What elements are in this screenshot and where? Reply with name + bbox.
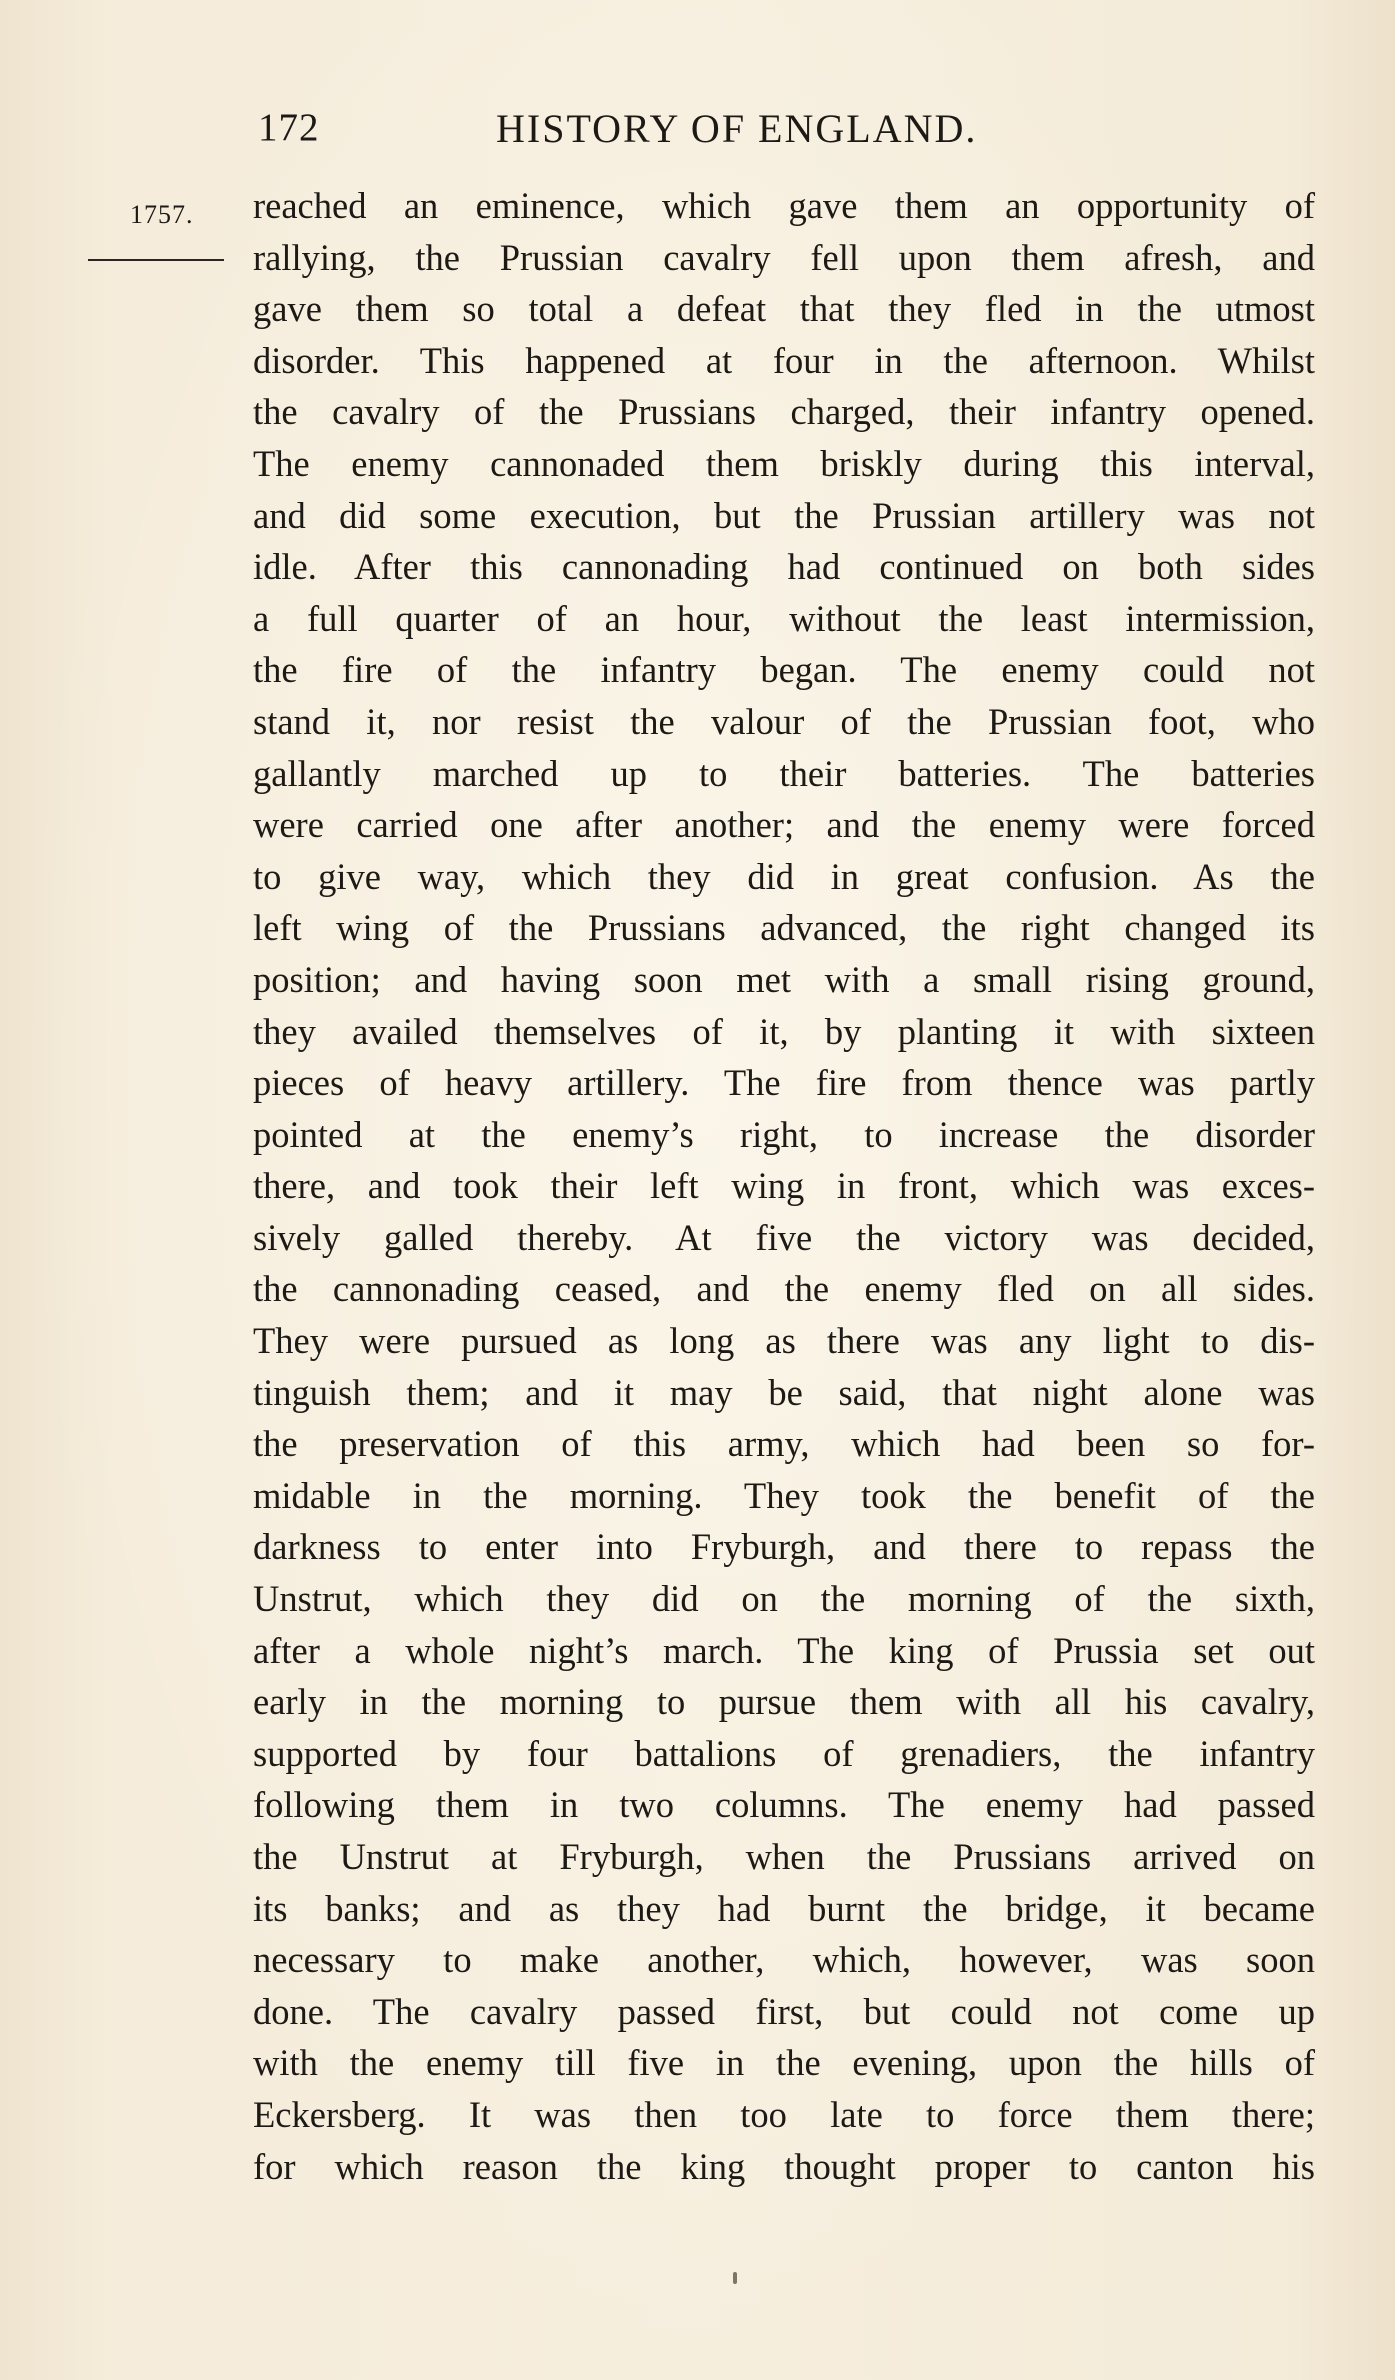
text-line-content: pointed at the enemy’s right, to increase the disorder xyxy=(253,1113,1315,1155)
text-line xyxy=(253,1676,1315,1728)
text-line xyxy=(253,2037,1315,2089)
text-line xyxy=(253,799,1315,851)
body-text xyxy=(253,180,1315,2192)
text-line-content: for which reason the king thought proper to canton his xyxy=(253,2145,1315,2187)
text-line xyxy=(253,1367,1315,1419)
text-line-content: the Unstrut at Fryburgh, when the Prussians arrived on xyxy=(253,1836,1315,1877)
printer-mark xyxy=(733,2272,737,2284)
text-line xyxy=(253,386,1315,438)
text-line-content: with the enemy till five in the evening, upon the hills of xyxy=(253,2042,1315,2084)
text-line-content: gallantly marched up to their batteries. The batteries xyxy=(253,752,1315,794)
running-head xyxy=(258,105,1088,155)
text-line xyxy=(253,180,1315,232)
text-line xyxy=(253,748,1315,800)
text-line xyxy=(253,1470,1315,1522)
text-line xyxy=(253,1883,1315,1935)
text-line xyxy=(253,1315,1315,1367)
text-line-content: a full quarter of an hour, without the least intermission, xyxy=(253,597,1315,639)
text-line xyxy=(253,1573,1315,1625)
text-line-content: the fire of the infantry began. The enemy could not xyxy=(253,649,1315,691)
text-line-content: left wing of the Prussians advanced, the right changed its xyxy=(253,907,1315,949)
text-line-content: position; and having soon met with a small rising ground, xyxy=(253,958,1315,1000)
text-line-content: darkness to enter into Fryburgh, and there to repass the xyxy=(253,1526,1315,1568)
text-line-content: tinguish them; and it may be said, that night alone was xyxy=(253,1371,1315,1413)
page-number: 172 xyxy=(258,106,320,149)
text-line xyxy=(253,2089,1315,2141)
text-line xyxy=(253,438,1315,490)
text-line xyxy=(253,2141,1315,2193)
text-line xyxy=(253,1109,1315,1161)
text-line-content: sively galled thereby. At five the victory was decided, xyxy=(253,1216,1315,1258)
text-line-content: early in the morning to pursue them with all his cavalry, xyxy=(253,1681,1315,1723)
text-line-content: Eckersberg. It was then too late to force them there; xyxy=(253,2093,1315,2135)
book-title: HISTORY OF ENGLAND. xyxy=(496,106,978,151)
text-line-content: pieces of heavy artillery. The fire from thence was partly xyxy=(253,1062,1315,1104)
margin-rule xyxy=(88,259,224,261)
text-line-content: and did some execution, but the Prussian artillery was not xyxy=(253,494,1315,536)
text-line xyxy=(253,1779,1315,1831)
text-line xyxy=(253,1263,1315,1315)
text-line-content: there, and took their left wing in front, which was exces- xyxy=(253,1165,1315,1207)
text-line xyxy=(253,1057,1315,1109)
text-line-content: following them in two columns. The enemy had passed xyxy=(253,1784,1315,1826)
text-line xyxy=(253,851,1315,903)
margin-year-note: 1757. xyxy=(130,200,194,229)
text-line-content: supported by four battalions of grenadiers, the infantry xyxy=(253,1732,1315,1774)
text-line xyxy=(253,696,1315,748)
text-line xyxy=(253,954,1315,1006)
text-line-content: rallying, the Prussian cavalry fell upon them afresh, and xyxy=(253,236,1315,278)
text-line xyxy=(253,490,1315,542)
text-line xyxy=(253,1986,1315,2038)
text-line-content: the cannonading ceased, and the enemy fled on all sides. xyxy=(253,1268,1315,1310)
text-line xyxy=(253,902,1315,954)
text-line xyxy=(253,335,1315,387)
text-line xyxy=(253,1934,1315,1986)
text-line xyxy=(253,644,1315,696)
text-line xyxy=(253,1418,1315,1470)
text-line-content: to give way, which they did in great confusion. As the xyxy=(253,855,1315,897)
text-line-content: The enemy cannonaded them briskly during this interval, xyxy=(253,442,1315,484)
text-line xyxy=(253,1521,1315,1573)
text-line xyxy=(253,1831,1315,1883)
text-line-content: they availed themselves of it, by planting it with sixteen xyxy=(253,1010,1315,1052)
text-line-content: were carried one after another; and the enemy were forced xyxy=(253,804,1315,846)
text-line xyxy=(253,1625,1315,1677)
text-line xyxy=(253,232,1315,284)
text-line-content: necessary to make another, which, however, was soon xyxy=(253,1939,1315,1981)
text-line xyxy=(253,1212,1315,1264)
text-line-content: reached an eminence, which gave them an opportunity of xyxy=(253,185,1315,226)
text-line-content: disorder. This happened at four in the afternoon. Whilst xyxy=(253,339,1315,381)
text-line xyxy=(253,593,1315,645)
text-line-content: the preservation of this army, which had been so for- xyxy=(253,1423,1315,1465)
text-line-content: its banks; and as they had burnt the bridge, it became xyxy=(253,1887,1315,1929)
text-line xyxy=(253,1728,1315,1780)
text-line-content: gave them so total a defeat that they fled in the utmost xyxy=(253,288,1315,330)
text-line-content: Unstrut, which they did on the morning of the sixth, xyxy=(253,1578,1315,1620)
text-line-content: after a whole night’s march. The king of Prussia set out xyxy=(253,1629,1315,1671)
text-line-content: idle. After this cannonading had continued on both sides xyxy=(253,546,1315,588)
text-line-content: stand it, nor resist the valour of the Prussian foot, who xyxy=(253,700,1315,742)
text-line-content: done. The cavalry passed first, but could not come up xyxy=(253,1990,1315,2032)
text-line xyxy=(253,541,1315,593)
text-line-content: midable in the morning. They took the benefit of the xyxy=(253,1474,1315,1516)
text-line xyxy=(253,1006,1315,1058)
text-line xyxy=(253,283,1315,335)
text-line-content: the cavalry of the Prussians charged, their infantry opened. xyxy=(253,391,1315,433)
text-line-content: They were pursued as long as there was any light to dis- xyxy=(253,1320,1315,1362)
text-line xyxy=(253,1160,1315,1212)
